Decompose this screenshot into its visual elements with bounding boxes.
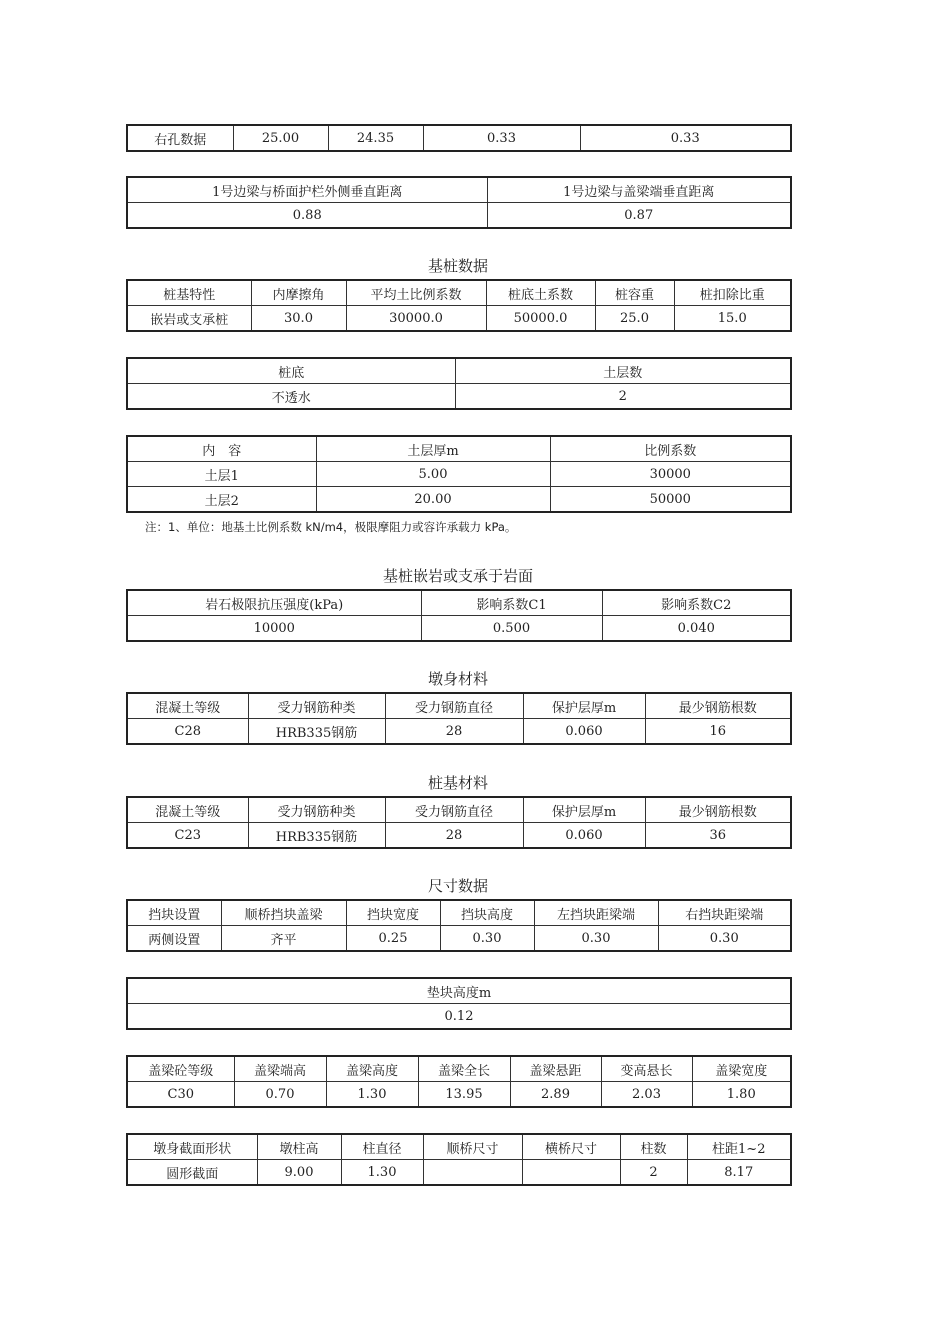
table-header-row — [127, 358, 791, 384]
table-cell: 13.95 — [418, 1082, 510, 1108]
column-header: 影响系数C2 — [602, 590, 791, 616]
table-cell: 50000.0 — [486, 306, 595, 332]
column-header: 左挡块距梁端 — [534, 900, 658, 926]
column-header: 混凝土等级 — [127, 797, 248, 823]
table-cell: 0.33 — [580, 125, 791, 151]
table-header-row — [127, 436, 791, 462]
soil-layer-table — [126, 435, 792, 513]
table-cell: 两侧设置 — [127, 926, 221, 952]
table-header-row — [127, 693, 791, 719]
column-header: 比例系数 — [550, 436, 791, 462]
section-title-dimensions: 尺寸数据 — [427, 877, 488, 895]
table-row — [127, 462, 791, 487]
column-header: 最少钢筋根数 — [645, 693, 791, 719]
column-header: 横桥尺寸 — [522, 1134, 620, 1160]
table-header-row — [127, 1056, 791, 1082]
column-header: 变高悬长 — [601, 1056, 692, 1082]
column-header: 岩石极限抗压强度(kPa) — [127, 590, 421, 616]
table-row — [127, 823, 791, 849]
table-row — [127, 926, 791, 952]
table-cell: 0.70 — [234, 1082, 326, 1108]
table-cell: 0.060 — [523, 719, 645, 745]
column-header: 盖梁全长 — [418, 1056, 510, 1082]
table-cell: 0.88 — [127, 203, 487, 229]
column-header: 混凝土等级 — [127, 693, 248, 719]
pile-bottom-table — [126, 357, 792, 410]
column-header: 桩底 — [127, 358, 455, 384]
table-cell: 24.35 — [328, 125, 423, 151]
table-cell: 30000.0 — [346, 306, 486, 332]
table-row — [127, 1004, 791, 1030]
table-header-row — [127, 978, 791, 1004]
table-cell: 5.00 — [316, 462, 550, 487]
column-header: 盖梁端高 — [234, 1056, 326, 1082]
table-cell: 30000 — [550, 462, 791, 487]
table-header-row — [127, 900, 791, 926]
table-cell: 0.30 — [658, 926, 791, 952]
pier-section-table — [126, 1133, 792, 1186]
column-header: 内摩擦角 — [251, 280, 346, 306]
column-header: 桩容重 — [595, 280, 674, 306]
table-cell: 土层1 — [127, 462, 316, 487]
section-title-pier-material: 墩身材料 — [427, 670, 488, 688]
table-cell: 10000 — [127, 616, 421, 642]
column-header: 盖梁宽度 — [692, 1056, 791, 1082]
table-cell: HRB335钢筋 — [248, 823, 385, 849]
column-header: 桩扣除比重 — [674, 280, 791, 306]
table-cell: C30 — [127, 1082, 234, 1108]
table-row — [127, 384, 791, 410]
pile-properties-table — [126, 279, 792, 332]
table-row — [127, 306, 791, 332]
column-header: 土层数 — [455, 358, 791, 384]
block-dimension-table — [126, 899, 792, 952]
table-cell: 不透水 — [127, 384, 455, 410]
pile-material-table — [126, 796, 792, 849]
table-cell: 2.89 — [510, 1082, 601, 1108]
table-cell: 0.500 — [421, 616, 602, 642]
table-cell — [522, 1160, 620, 1186]
table-cell: 25.0 — [595, 306, 674, 332]
table-header-row — [127, 280, 791, 306]
table-cell: 0.040 — [602, 616, 791, 642]
table-cell: 0.87 — [487, 203, 791, 229]
column-header: 保护层厚m — [523, 797, 645, 823]
column-header: 平均土比例系数 — [346, 280, 486, 306]
table-cell: 0.33 — [423, 125, 580, 151]
column-header: 挡块设置 — [127, 900, 221, 926]
table-cell: 36 — [645, 823, 791, 849]
table-cell: 1.80 — [692, 1082, 791, 1108]
edge-beam-distance-table — [126, 176, 792, 229]
table-cell: C28 — [127, 719, 248, 745]
table-cell: 15.0 — [674, 306, 791, 332]
table-row — [127, 125, 791, 151]
table-cell: 0.30 — [440, 926, 534, 952]
column-header: 顺桥挡块盖梁 — [221, 900, 346, 926]
column-header: 垫块高度m — [127, 978, 791, 1004]
table-cell: 土层2 — [127, 487, 316, 513]
column-header: 1号边梁与桥面护栏外侧垂直距离 — [127, 177, 487, 203]
table-cell: 0.060 — [523, 823, 645, 849]
table-cell: 28 — [385, 719, 523, 745]
table-cell: 25.00 — [233, 125, 328, 151]
table-row — [127, 487, 791, 513]
table-cell: 0.25 — [346, 926, 440, 952]
right-span-table — [126, 124, 792, 152]
column-header: 柱直径 — [341, 1134, 423, 1160]
column-header: 右挡块距梁端 — [658, 900, 791, 926]
table-row — [127, 1160, 791, 1186]
column-header: 内 容 — [127, 436, 316, 462]
pad-height-table — [126, 977, 792, 1030]
table-cell: 28 — [385, 823, 523, 849]
table-cell: 16 — [645, 719, 791, 745]
column-header: 土层厚m — [316, 436, 550, 462]
column-header: 保护层厚m — [523, 693, 645, 719]
table-cell: 50000 — [550, 487, 791, 513]
column-header: 桩底土系数 — [486, 280, 595, 306]
table-cell: 嵌岩或支承桩 — [127, 306, 251, 332]
table-cell: 2 — [620, 1160, 687, 1186]
table-cell: 右孔数据 — [127, 125, 233, 151]
table-cell: 齐平 — [221, 926, 346, 952]
table-cell: HRB335钢筋 — [248, 719, 385, 745]
column-header: 受力钢筋直径 — [385, 797, 523, 823]
table-row — [127, 719, 791, 745]
pier-material-table — [126, 692, 792, 745]
table-cell — [423, 1160, 522, 1186]
units-note: 注：1、单位：地基土比例系数 kN/m4，极限摩阻力或容许承载力 kPa。 — [145, 520, 517, 534]
column-header: 柱距1~2 — [687, 1134, 791, 1160]
table-row — [127, 1082, 791, 1108]
cap-beam-table — [126, 1055, 792, 1108]
column-header: 受力钢筋直径 — [385, 693, 523, 719]
section-title-pile: 基桩数据 — [427, 257, 488, 275]
table-cell: 0.30 — [534, 926, 658, 952]
section-title-rock: 基桩嵌岩或支承于岩面 — [382, 567, 533, 585]
column-header: 受力钢筋种类 — [248, 693, 385, 719]
column-header: 柱数 — [620, 1134, 687, 1160]
table-header-row — [127, 590, 791, 616]
column-header: 受力钢筋种类 — [248, 797, 385, 823]
table-cell: 20.00 — [316, 487, 550, 513]
column-header: 影响系数C1 — [421, 590, 602, 616]
table-cell: 30.0 — [251, 306, 346, 332]
table-cell: 8.17 — [687, 1160, 791, 1186]
table-cell: 1.30 — [341, 1160, 423, 1186]
table-cell: 圆形截面 — [127, 1160, 257, 1186]
column-header: 挡块宽度 — [346, 900, 440, 926]
column-header: 最少钢筋根数 — [645, 797, 791, 823]
column-header: 1号边梁与盖梁端垂直距离 — [487, 177, 791, 203]
column-header: 挡块高度 — [440, 900, 534, 926]
table-cell: 2 — [455, 384, 791, 410]
column-header: 盖梁悬距 — [510, 1056, 601, 1082]
table-cell: 2.03 — [601, 1082, 692, 1108]
column-header: 顺桥尺寸 — [423, 1134, 522, 1160]
table-cell: C23 — [127, 823, 248, 849]
column-header: 盖梁砼等级 — [127, 1056, 234, 1082]
table-header-row — [127, 1134, 791, 1160]
table-cell: 9.00 — [257, 1160, 341, 1186]
column-header: 盖梁高度 — [326, 1056, 418, 1082]
table-row — [127, 203, 791, 229]
rock-socket-table — [126, 589, 792, 642]
table-header-row — [127, 177, 791, 203]
table-cell: 1.30 — [326, 1082, 418, 1108]
column-header: 墩柱高 — [257, 1134, 341, 1160]
column-header: 桩基特性 — [127, 280, 251, 306]
table-row — [127, 616, 791, 642]
section-title-pile-material: 桩基材料 — [427, 774, 488, 792]
column-header: 墩身截面形状 — [127, 1134, 257, 1160]
table-header-row — [127, 797, 791, 823]
table-cell: 0.12 — [127, 1004, 791, 1030]
